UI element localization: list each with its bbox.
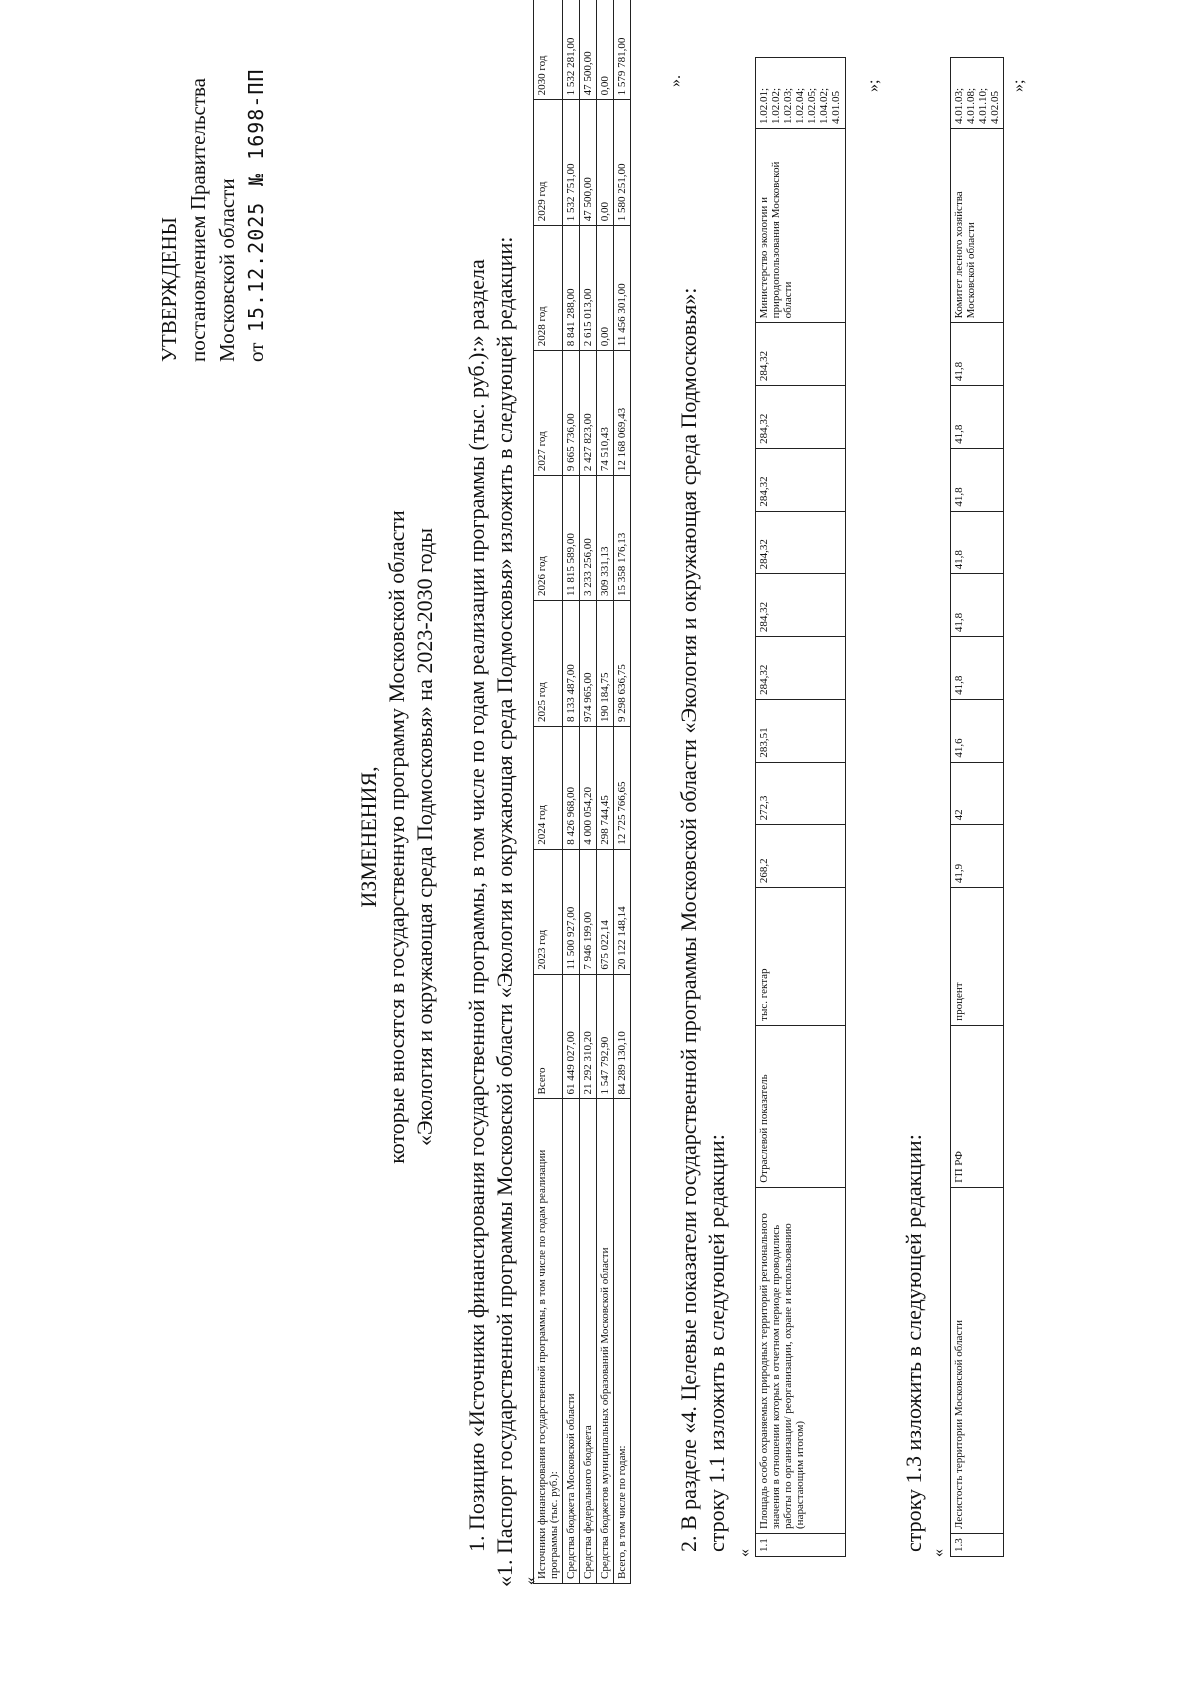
table-cell: 61 449 027,00 [563, 974, 580, 1099]
table-cell: 74 510,43 [597, 351, 614, 476]
table-row [563, 0, 580, 1584]
table-cell: 298 744,45 [597, 726, 614, 849]
table-cell: 41,8 [951, 637, 1004, 700]
table-cell: 1 532 751,00 [563, 100, 580, 226]
approval-stamp [155, 22, 271, 362]
header-cell: Источники финансирования государственной программы, в том числе по годам реализации программы (тыс. руб.): [534, 1099, 563, 1584]
table-cell: 11 456 301,00 [614, 226, 631, 351]
header-cell: 2024 год [534, 726, 563, 849]
table-cell: 41,8 [951, 386, 1004, 449]
table-cell: Комитет лесного хозяйства Московской области [951, 129, 1004, 323]
table-cell: 190 184,75 [597, 600, 614, 726]
table-cell: 1.1 [756, 1533, 846, 1556]
table-cell: 12 725 766,65 [614, 726, 631, 849]
table-cell: 284,32 [756, 386, 846, 449]
table-cell: тыс. гектар [756, 888, 846, 1026]
table-cell: 42 [951, 762, 1004, 825]
table-cell: 283,51 [756, 699, 846, 762]
table-cell: 675 022,14 [597, 849, 614, 974]
header-cell: 2028 год [534, 226, 563, 351]
table-cell: ГП РФ [951, 1025, 1004, 1187]
table-cell: 1.02.01; 1.02.02; 1.02.03; 1.02.04; 1.02.05; 1.04.02; 4.01.05 [756, 58, 846, 129]
table-cell: 284,32 [756, 323, 846, 386]
table-cell: Средства федерального бюджета [580, 1099, 597, 1584]
table-cell: Лесистость территории Московской области [951, 1187, 1004, 1533]
table-cell: 8 426 968,00 [563, 726, 580, 849]
table-cell: 1.3 [951, 1533, 1004, 1556]
table-cell: 268,2 [756, 825, 846, 888]
table-cell: 84 289 130,10 [614, 974, 631, 1099]
title-line-2: «Экология и окружающая среда Подмосковья» на 2023-2030 годы [412, 528, 437, 1146]
table-cell: 3 233 256,00 [580, 476, 597, 601]
table-cell: 11 815 589,00 [563, 476, 580, 601]
table-cell: Площадь особо охраняемых природных территорий регионального значения в отношении которых в отчетном периоде проводились работы по организации/ реорганизации, охране и использованию (нарастающим итогом) [756, 1187, 846, 1533]
financing-header-row [534, 0, 563, 1584]
table-cell: 4.01.03; 4.01.08; 4.01.10; 4.02.05 [951, 58, 1004, 129]
section2-row13-intro: строку 1.3 изложить в следующей редакции: [901, 1134, 926, 1552]
table-cell: 12 168 069,43 [614, 351, 631, 476]
table-cell: 974 965,00 [580, 600, 597, 726]
table-cell: 8 133 487,00 [563, 600, 580, 726]
row11-open-quote: « [736, 1549, 753, 1557]
title-line-1: которые вносятся в государственную программу Московской области [384, 510, 409, 1164]
table-cell: 41,8 [951, 574, 1004, 637]
table-cell: 7 946 199,00 [580, 849, 597, 974]
row11-close-quote: »; [865, 79, 882, 92]
approval-number: № 1698-ПП [244, 68, 268, 186]
section1-line-1: 1. Позицию «Источники финансирования государственной программы, в том числе по годам реализации программы (тыс. руб.):» раздела [464, 259, 489, 1552]
table-cell: 272,3 [756, 762, 846, 825]
row13-open-quote: « [930, 1549, 947, 1557]
table-cell: Средства бюджетов муниципальных образований Московской области [597, 1099, 614, 1584]
table-cell: 11 500 927,00 [563, 849, 580, 974]
approval-date-line [242, 22, 271, 362]
header-cell: 2030 год [534, 0, 563, 100]
table-cell: Министерство экологии и природопользования Московской области [756, 129, 846, 323]
table-cell: 41,8 [951, 323, 1004, 386]
table-cell: 0,00 [597, 226, 614, 351]
title-main: ИЗМЕНЕНИЯ, [356, 766, 381, 908]
table-row [756, 58, 846, 1557]
table-cell: 284,32 [756, 448, 846, 511]
table-cell: 284,32 [756, 511, 846, 574]
financing-table [533, 0, 631, 1584]
header-cell: Всего [534, 974, 563, 1099]
table-cell: Отраслевой показатель [756, 1025, 846, 1187]
section1-line-2: «1. Паспорт государственной программы Московской области «Экология и окружающая среда Подмосковья» изложить в следующей редакции: [492, 236, 517, 1587]
table-cell: 8 841 288,00 [563, 226, 580, 351]
table-cell: 309 331,13 [597, 476, 614, 601]
approval-from: от [244, 342, 268, 362]
table-cell: 1 547 792,90 [597, 974, 614, 1099]
approval-line-1: постановлением Правительства [186, 77, 210, 362]
table-cell: 0,00 [597, 0, 614, 100]
table-cell: 2 427 823,00 [580, 351, 597, 476]
approval-date: 15.12.2025 [244, 201, 268, 333]
section2-row11-intro: строку 1.1 изложить в следующей редакции: [704, 1134, 729, 1552]
indicator-row-1-1 [755, 57, 846, 1557]
table-row [614, 0, 631, 1584]
table-cell: 41,8 [951, 511, 1004, 574]
header-cell: 2025 год [534, 600, 563, 726]
header-cell: 2026 год [534, 476, 563, 601]
table-row [597, 0, 614, 1584]
table-cell: 21 292 310,20 [580, 974, 597, 1099]
section1-open-quote: « [522, 1577, 539, 1585]
header-cell: 2027 год [534, 351, 563, 476]
table-cell: 1 579 781,00 [614, 0, 631, 100]
document-title [355, 397, 439, 1277]
table-cell: 9 298 636,75 [614, 600, 631, 726]
table-cell: 1 532 281,00 [563, 0, 580, 100]
table-cell: 4 000 054,20 [580, 726, 597, 849]
indicator-row-1-3 [950, 57, 1004, 1557]
approval-line-2: Московской области [215, 178, 239, 362]
section1-close-quote: ». [667, 75, 684, 87]
approval-heading: УТВЕРЖДЕНЫ [157, 217, 181, 362]
table-cell: 284,32 [756, 637, 846, 700]
table-cell: 41,6 [951, 699, 1004, 762]
table-cell: 20 122 148,14 [614, 849, 631, 974]
row13-close-quote: »; [1010, 79, 1027, 92]
table-cell: 15 358 176,13 [614, 476, 631, 601]
table-cell: 47 500,00 [580, 100, 597, 226]
table-cell: процент [951, 888, 1004, 1026]
table-row [580, 0, 597, 1584]
section2-heading: 2. В разделе «4. Целевые показатели государственной программы Московской области «Экология и окружающая среда Подмосковья»: [676, 287, 701, 1552]
header-cell: 2029 год [534, 100, 563, 226]
table-cell: 41,8 [951, 448, 1004, 511]
table-cell: Всего, в том числе по годам: [614, 1099, 631, 1584]
table-cell: 41,9 [951, 825, 1004, 888]
table-row [951, 58, 1004, 1557]
table-cell: 284,32 [756, 574, 846, 637]
table-cell: Средства бюджета Московской области [563, 1099, 580, 1584]
table-cell: 47 500,00 [580, 0, 597, 100]
table-cell: 9 665 736,00 [563, 351, 580, 476]
header-cell: 2023 год [534, 849, 563, 974]
table-cell: 2 615 013,00 [580, 226, 597, 351]
table-cell: 1 580 251,00 [614, 100, 631, 226]
table-cell: 0,00 [597, 100, 614, 226]
